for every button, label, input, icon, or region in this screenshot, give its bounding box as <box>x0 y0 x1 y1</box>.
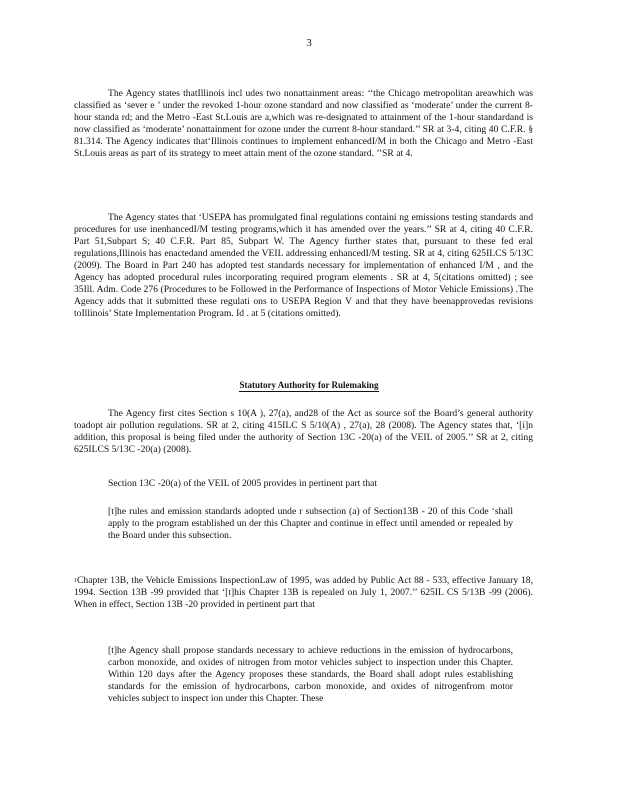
block-quote-13b <box>108 645 513 705</box>
section-heading <box>0 380 618 390</box>
block-quote-13c <box>108 506 513 542</box>
section-heading-text: Statutory Authority for Rulemaking <box>239 380 379 390</box>
footnote-text: Chapter 13B, the Vehicle Emissions InspectionLaw of 1995, was added by Public Act 88 - 533, effective January 18, 1994. Section 13B -99 provided that ‘[t]his Chapter 13B is repealed on July 1, 2007.’’ 625IL CS 5/13B -99 (2006). When in effect, Section 13B -20 provided in pertinent part that <box>74 575 533 610</box>
quote-text: [t]he rules and emission standards adopted unde r subsection (a) of Section13B - 20 of this Code ‘shall apply to the program established un der this Chapter and continue in effect until amended or repealed by the Board under this subsection. <box>108 506 513 541</box>
footnote <box>74 575 533 611</box>
paragraph-text: Section 13C -20(a) of the VEIL of 2005 provides in pertinent part that <box>108 478 378 489</box>
paragraph-text: The Agency states thatIllinois incl udes two nonattainment areas: ‘‘the Chicago metropolitan areawhich was classified as ‘sever e ’ under the revoked 1-hour ozone standard and now classified as ‘moderate’ under the current 8-hour standa rd; and the Metro -East St.Louis are a,which was re-designated to attainment of the 1-hour standardand is now classified as ‘moderate’ nonattainment for ozone under the current 8-hour standard.’’ SR at 3-4, citing 40 C.F.R. § 81.314. The Agency indicates that‘Illinois continues to implement enhancedI/M in both the Chicago and Metro -East St.Louis areas as part of its strategy to meet attain ment of the ozone standard. ’’SR at 4. <box>74 88 533 159</box>
paragraph-text: The Agency states that ‘USEPA has promulgated final regulations containi ng emissions testing standards and procedures for use inenhancedI/M testing programs,which it has amended over the years.’’ SR at 4, citing 40 C.F.R. Part 51,Subpart S; 40 C.F.R. Part 85, Subpart W. The Agency further states that, pursuant to these fed eral regulations,Illinois has enactedand amended the VEIL addressing enhancedI/M testing. SR at 4, citing 625ILCS 5/13C (2009). The Board in Part 240 has adopted test standards necessary for implementation of enhanced I/M , and the Agency has adopted procedural rules incorporating required program elements . SR at 4, 5(citations omitted) ; see 35Ill. Adm. Code 276 (Procedures to be Followed in the Performance of Inspections of Motor Vehicle Emissions) .The Agency adds that it submitted these regulati ons to USEPA Region V and that they have beenapprovedas revisions toIllinois’ State Implementation Program. Id . at 5 (citations omitted). <box>74 212 533 319</box>
footnote-mark: 1 <box>74 578 77 584</box>
paragraph-text: The Agency first cites Section s 10(A ), 27(a), and28 of the Act as source sof the Board’s general authority toadopt air pollution regulations. SR at 2, citing 415ILC S 5/10(A) , 27(a), 28 (2008). The Agency states that, ‘[i]n addition, this proposal is being filed under the authority of Section 13C -20(a) of the VEIL of 2005.’’ SR at 2, citing 625ILCS 5/13C -20(a) (2008). <box>74 408 533 455</box>
page-number: 3 <box>306 37 312 49</box>
paragraph-section-13c <box>74 478 533 490</box>
paragraph-usepa-regulations <box>74 212 533 320</box>
quote-text: [t]he Agency shall propose standards necessary to achieve reductions in the emission of hydrocarbons, carbon monoxide, and oxides of nitrogen from motor vehicles subject to inspection under this Chapter. Within 120 days after the Agency proposes these standards, the Board shall adopt rules establishing standards for the emission of hydrocarbons, carbon monoxide, and oxides of nitrogenfrom motor vehicles subject to inspect ion under this Chapter. These <box>108 645 513 704</box>
paragraph-nonattainment-areas <box>74 88 533 160</box>
paragraph-statutory-authority <box>74 408 533 456</box>
